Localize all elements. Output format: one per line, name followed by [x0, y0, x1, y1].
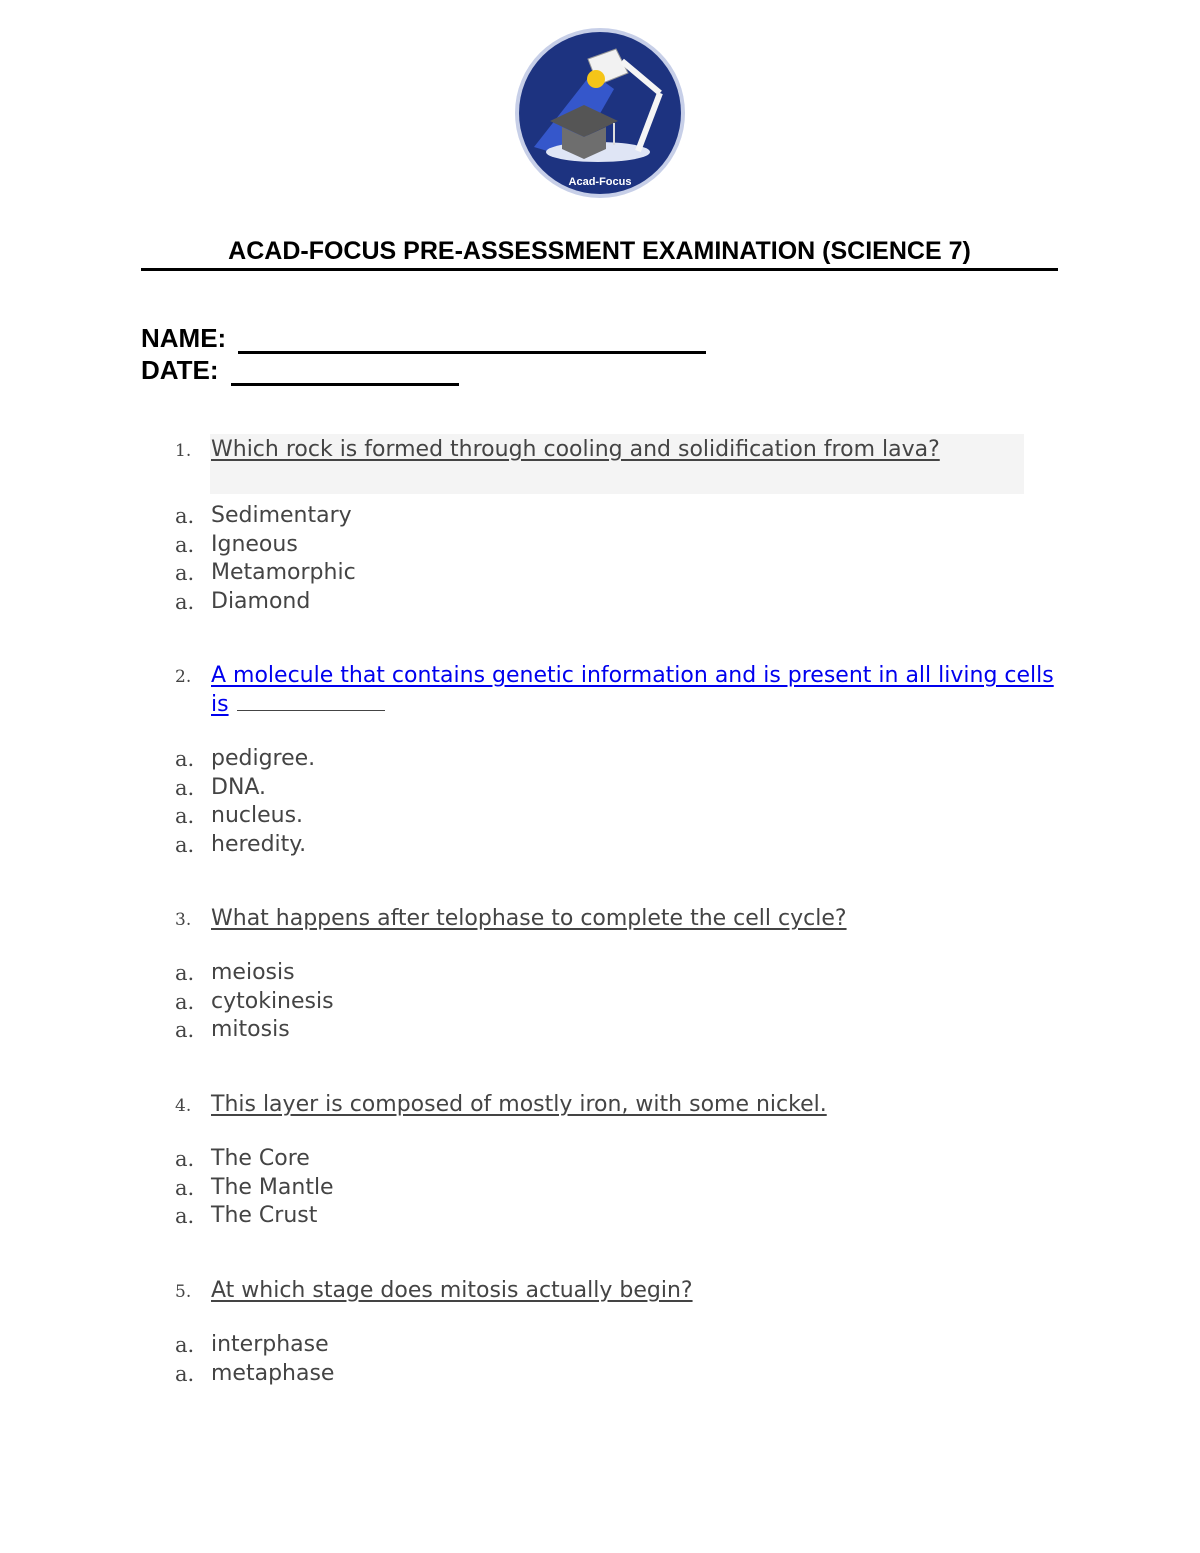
date-blank-line[interactable] — [231, 357, 459, 386]
name-blank-line[interactable] — [238, 325, 706, 354]
question-3 — [175, 904, 1065, 935]
svg-text:Acad-Focus: Acad-Focus — [568, 176, 632, 188]
option[interactable]: a. cytokinesis — [175, 988, 334, 1014]
option[interactable]: a. Diamond — [175, 589, 311, 615]
option[interactable]: a. The Core — [175, 1146, 310, 1171]
question-link-text[interactable]: A molecule that contains genetic information and is present in all living cells is — [211, 663, 1054, 717]
question-2-options — [175, 745, 315, 860]
option[interactable]: a. interphase — [175, 1332, 329, 1357]
question-number: 3. — [175, 910, 192, 930]
answer-blank-line — [237, 690, 385, 711]
option[interactable]: a. metaphase — [175, 1360, 335, 1386]
date-field — [141, 354, 459, 386]
question-2 — [175, 661, 1065, 719]
question-text: This layer is composed of mostly iron, with some nickel. — [211, 1092, 827, 1117]
acad-focus-logo — [514, 27, 686, 199]
option[interactable]: a. mitosis — [175, 1017, 290, 1043]
option[interactable]: a. Sedimentary — [175, 503, 352, 528]
option[interactable]: a. Metamorphic — [175, 560, 356, 586]
option[interactable]: a. The Mantle — [175, 1174, 334, 1200]
question-5-options — [175, 1331, 334, 1388]
date-label: DATE: — [141, 355, 219, 385]
question-number: 4. — [175, 1096, 192, 1116]
exam-title: ACAD-FOCUS PRE-ASSESSMENT EXAMINATION (SCIENCE 7) — [141, 234, 1058, 271]
question-number: 2. — [175, 667, 192, 687]
name-label: NAME: — [141, 323, 227, 353]
question-1-options — [175, 502, 356, 617]
option[interactable]: a. DNA. — [175, 774, 267, 800]
question-5 — [175, 1276, 1065, 1307]
question-number: 1. — [175, 441, 192, 461]
question-text: Which rock is formed through cooling and solidification from lava? — [211, 437, 940, 462]
option[interactable]: a. pedigree. — [175, 746, 316, 771]
option[interactable]: a. meiosis — [175, 960, 295, 985]
option[interactable]: a. nucleus. — [175, 803, 304, 829]
question-text: At which stage does mitosis actually begin? — [211, 1278, 693, 1303]
question-4-options — [175, 1145, 334, 1231]
question-number: 5. — [175, 1282, 192, 1302]
question-1 — [175, 435, 1065, 466]
option[interactable]: a. The Crust — [175, 1203, 318, 1229]
question-3-options — [175, 959, 334, 1045]
name-field — [141, 322, 706, 354]
question-text: What happens after telophase to complete the cell cycle? — [211, 906, 847, 931]
option[interactable]: a. heredity. — [175, 832, 307, 858]
question-4 — [175, 1090, 1065, 1121]
option[interactable]: a. Igneous — [175, 531, 298, 557]
